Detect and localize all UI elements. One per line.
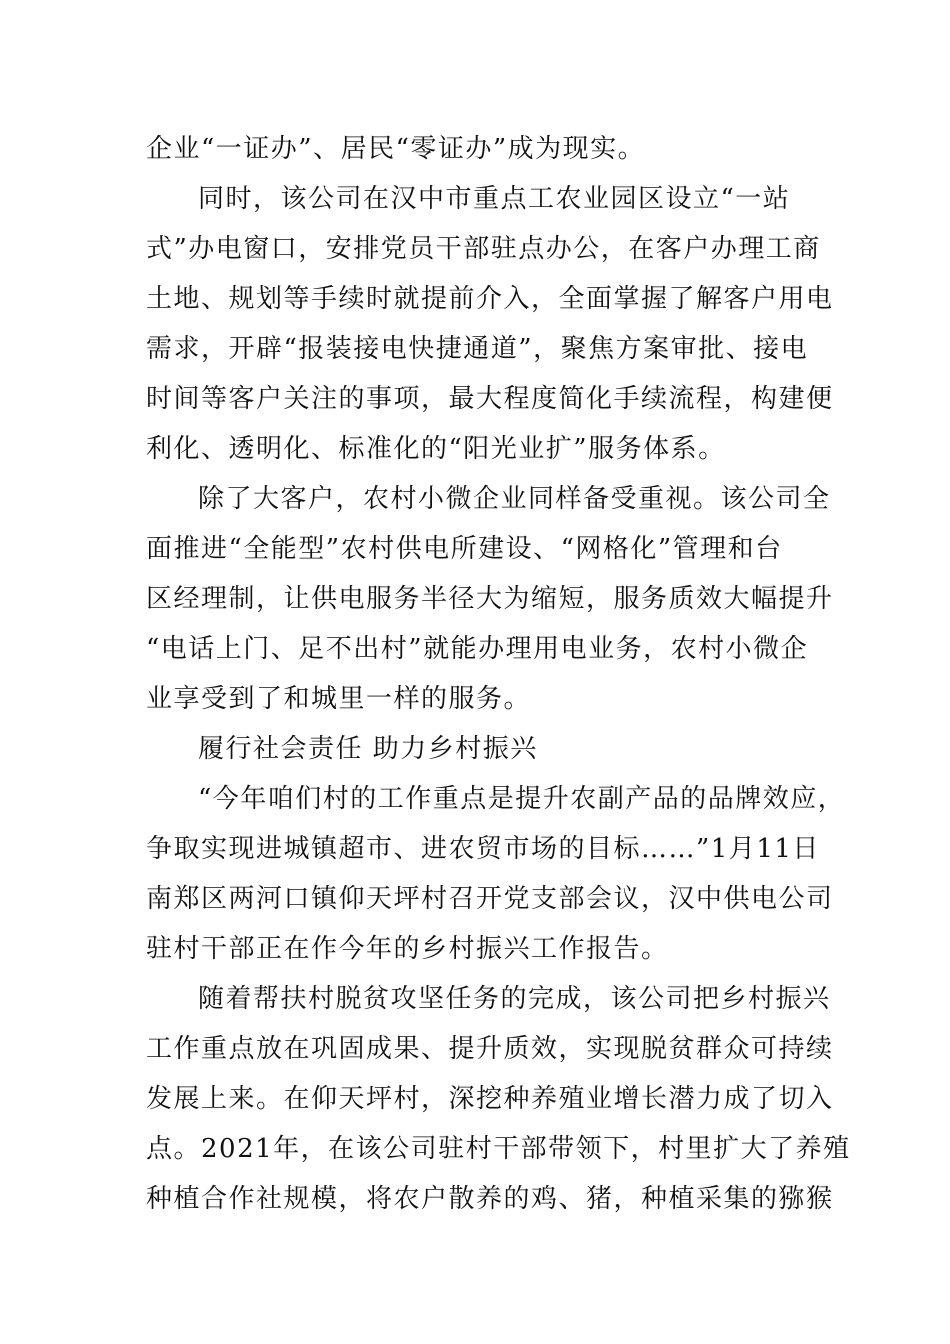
text-line: 争取实现进城镇超市、进农贸市场的目标……”1月11日 — [146, 834, 820, 864]
text-line: 企业“一证办”、居民“零证办”成为现实。 — [146, 134, 646, 164]
text-line: 土地、规划等手续时就提前介入，全面掌握了解客户用电 — [146, 284, 834, 314]
text-line: 驻村干部正在作今年的乡村振兴工作报告。 — [146, 934, 669, 964]
text-line: 面推进“全能型”农村供电所建设、“网格化”管理和台 — [146, 534, 783, 564]
text-line: 业享受到了和城里一样的服务。 — [146, 684, 532, 714]
text-line: 利化、透明化、标准化的“阳光业扩”服务体系。 — [146, 434, 726, 464]
text-line: 区经理制，让供电服务半径大为缩短，服务质效大幅提升 — [146, 584, 834, 614]
text-line: 式”办电窗口，安排党员干部驻点办公，在客户办理工商 — [146, 234, 821, 264]
text-line: 种植合作社规模，将农户散养的鸡、猪，种植采集的猕猴 — [146, 1184, 834, 1214]
text-line: 时间等客户关注的事项，最大程度简化手续流程，构建便 — [146, 384, 834, 414]
text-line: 随着帮扶村脱贫攻坚任务的完成，该公司把乡村振兴 — [198, 984, 831, 1014]
text-line: 发展上来。在仰天坪村，深挖种养殖业增长潜力成了切入 — [146, 1084, 834, 1114]
text-line: “今年咱们村的工作重点是提升农副产品的品牌效应， — [198, 784, 846, 814]
section-heading: 履行社会责任 助力乡村振兴 — [198, 734, 538, 764]
text-line: 南郑区两河口镇仰天坪村召开党支部会议，汉中供电公司 — [146, 884, 834, 914]
text-line: 点。2021年，在该公司驻村干部带领下，村里扩大了养殖 — [146, 1134, 851, 1164]
text-line: 工作重点放在巩固成果、提升质效，实现脱贫群众可持续 — [146, 1034, 834, 1064]
text-line: 除了大客户，农村小微企业同样备受重视。该公司全 — [198, 484, 831, 514]
text-line: “电话上门、足不出村”就能办理用电业务，农村小微企 — [146, 634, 809, 664]
text-line: 需求，开辟“报装接电快捷通道”，聚焦方案审批、接电 — [146, 334, 809, 364]
text-line: 同时，该公司在汉中市重点工农业园区设立“一站 — [198, 184, 791, 214]
